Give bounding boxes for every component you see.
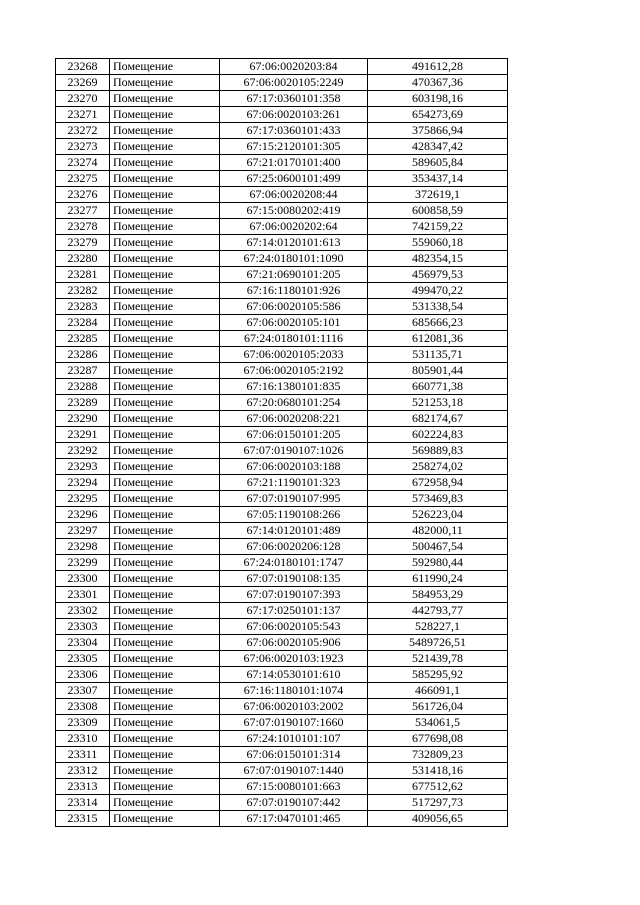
object-type-cell: Помещение [110, 683, 220, 699]
cadastral-number-cell: 67:16:1380101:835 [220, 379, 368, 395]
cadastral-number-cell: 67:07:0190107:1026 [220, 443, 368, 459]
cadastral-value-cell: 559060,18 [368, 235, 508, 251]
cadastral-number-cell: 67:06:0020105:543 [220, 619, 368, 635]
table-row [56, 395, 508, 411]
cadastral-number-cell: 67:17:0470101:465 [220, 811, 368, 827]
table-row [56, 315, 508, 331]
row-number-cell: 23282 [56, 283, 110, 299]
object-type-cell: Помещение [110, 219, 220, 235]
row-number-cell: 23304 [56, 635, 110, 651]
cadastral-number-cell: 67:06:0020208:221 [220, 411, 368, 427]
object-type-cell: Помещение [110, 603, 220, 619]
table-row [56, 507, 508, 523]
cadastral-number-cell: 67:06:0020105:586 [220, 299, 368, 315]
object-type-cell: Помещение [110, 283, 220, 299]
object-type-cell: Помещение [110, 251, 220, 267]
cadastral-number-cell: 67:17:0360101:358 [220, 91, 368, 107]
row-number-cell: 23277 [56, 203, 110, 219]
table-row [56, 491, 508, 507]
cadastral-number-cell: 67:06:0020208:44 [220, 187, 368, 203]
object-type-cell: Помещение [110, 107, 220, 123]
object-type-cell: Помещение [110, 699, 220, 715]
cadastral-number-cell: 67:06:0020105:906 [220, 635, 368, 651]
table-row [56, 139, 508, 155]
object-type-cell: Помещение [110, 347, 220, 363]
cadastral-number-cell: 67:14:0120101:489 [220, 523, 368, 539]
row-number-cell: 23313 [56, 779, 110, 795]
cadastral-value-cell: 466091,1 [368, 683, 508, 699]
table-row [56, 795, 508, 811]
object-type-cell: Помещение [110, 139, 220, 155]
row-number-cell: 23290 [56, 411, 110, 427]
table-row [56, 363, 508, 379]
cadastral-number-cell: 67:06:0020105:2249 [220, 75, 368, 91]
row-number-cell: 23293 [56, 459, 110, 475]
table-row [56, 603, 508, 619]
row-number-cell: 23296 [56, 507, 110, 523]
object-type-cell: Помещение [110, 523, 220, 539]
cadastral-number-cell: 67:24:0180101:1090 [220, 251, 368, 267]
table-row [56, 379, 508, 395]
object-type-cell: Помещение [110, 795, 220, 811]
cadastral-value-cell: 491612,28 [368, 59, 508, 75]
cadastral-number-cell: 67:24:0180101:1747 [220, 555, 368, 571]
cadastral-number-cell: 67:06:0020105:2033 [220, 347, 368, 363]
object-type-cell: Помещение [110, 747, 220, 763]
table-row [56, 219, 508, 235]
cadastral-value-cell: 353437,14 [368, 171, 508, 187]
object-type-cell: Помещение [110, 299, 220, 315]
object-type-cell: Помещение [110, 203, 220, 219]
cadastral-value-cell: 375866,94 [368, 123, 508, 139]
row-number-cell: 23279 [56, 235, 110, 251]
table-row [56, 731, 508, 747]
object-type-cell: Помещение [110, 187, 220, 203]
cadastral-value-table [55, 58, 508, 827]
cadastral-number-cell: 67:15:0080101:663 [220, 779, 368, 795]
row-number-cell: 23301 [56, 587, 110, 603]
cadastral-number-cell: 67:06:0020103:1923 [220, 651, 368, 667]
object-type-cell: Помещение [110, 475, 220, 491]
object-type-cell: Помещение [110, 411, 220, 427]
object-type-cell: Помещение [110, 395, 220, 411]
cadastral-value-cell: 654273,69 [368, 107, 508, 123]
cadastral-number-cell: 67:21:1190101:323 [220, 475, 368, 491]
cadastral-number-cell: 67:17:0250101:137 [220, 603, 368, 619]
row-number-cell: 23309 [56, 715, 110, 731]
cadastral-value-cell: 589605,84 [368, 155, 508, 171]
table-row [56, 539, 508, 555]
object-type-cell: Помещение [110, 123, 220, 139]
object-type-cell: Помещение [110, 619, 220, 635]
cadastral-value-cell: 682174,67 [368, 411, 508, 427]
row-number-cell: 23307 [56, 683, 110, 699]
object-type-cell: Помещение [110, 459, 220, 475]
cadastral-value-cell: 603198,16 [368, 91, 508, 107]
row-number-cell: 23289 [56, 395, 110, 411]
table-row [56, 683, 508, 699]
object-type-cell: Помещение [110, 235, 220, 251]
row-number-cell: 23274 [56, 155, 110, 171]
cadastral-value-cell: 592980,44 [368, 555, 508, 571]
object-type-cell: Помещение [110, 763, 220, 779]
row-number-cell: 23285 [56, 331, 110, 347]
object-type-cell: Помещение [110, 651, 220, 667]
cadastral-number-cell: 67:25:0600101:499 [220, 171, 368, 187]
table-row [56, 475, 508, 491]
cadastral-value-cell: 602224,83 [368, 427, 508, 443]
table-row [56, 171, 508, 187]
cadastral-number-cell: 67:06:0020103:2002 [220, 699, 368, 715]
object-type-cell: Помещение [110, 91, 220, 107]
cadastral-value-cell: 569889,83 [368, 443, 508, 459]
cadastral-number-cell: 67:17:0360101:433 [220, 123, 368, 139]
row-number-cell: 23310 [56, 731, 110, 747]
table-row [56, 459, 508, 475]
object-type-cell: Помещение [110, 507, 220, 523]
row-number-cell: 23306 [56, 667, 110, 683]
cadastral-value-cell: 612081,36 [368, 331, 508, 347]
object-type-cell: Помещение [110, 443, 220, 459]
cadastral-number-cell: 67:06:0020105:101 [220, 315, 368, 331]
cadastral-value-cell: 442793,77 [368, 603, 508, 619]
cadastral-number-cell: 67:07:0190107:1440 [220, 763, 368, 779]
object-type-cell: Помещение [110, 331, 220, 347]
table-row [56, 571, 508, 587]
cadastral-value-cell: 585295,92 [368, 667, 508, 683]
table-row [56, 411, 508, 427]
row-number-cell: 23300 [56, 571, 110, 587]
cadastral-value-cell: 521439,78 [368, 651, 508, 667]
table-row [56, 155, 508, 171]
row-number-cell: 23276 [56, 187, 110, 203]
table-row [56, 619, 508, 635]
object-type-cell: Помещение [110, 779, 220, 795]
cadastral-number-cell: 67:07:0190107:442 [220, 795, 368, 811]
table-row [56, 427, 508, 443]
table-row [56, 763, 508, 779]
row-number-cell: 23269 [56, 75, 110, 91]
row-number-cell: 23278 [56, 219, 110, 235]
table-row [56, 235, 508, 251]
cadastral-value-cell: 742159,22 [368, 219, 508, 235]
object-type-cell: Помещение [110, 315, 220, 331]
table-row [56, 587, 508, 603]
cadastral-number-cell: 67:21:0690101:205 [220, 267, 368, 283]
row-number-cell: 23273 [56, 139, 110, 155]
row-number-cell: 23312 [56, 763, 110, 779]
cadastral-value-cell: 611990,24 [368, 571, 508, 587]
cadastral-number-cell: 67:14:0530101:610 [220, 667, 368, 683]
row-number-cell: 23298 [56, 539, 110, 555]
cadastral-number-cell: 67:06:0020202:64 [220, 219, 368, 235]
cadastral-value-cell: 531418,16 [368, 763, 508, 779]
object-type-cell: Помещение [110, 555, 220, 571]
cadastral-value-cell: 685666,23 [368, 315, 508, 331]
table-row [56, 203, 508, 219]
cadastral-number-cell: 67:14:0120101:613 [220, 235, 368, 251]
table-row [56, 187, 508, 203]
row-number-cell: 23275 [56, 171, 110, 187]
table-row [56, 59, 508, 75]
cadastral-value-cell: 573469,83 [368, 491, 508, 507]
object-type-cell: Помещение [110, 379, 220, 395]
cadastral-number-cell: 67:06:0020203:84 [220, 59, 368, 75]
cadastral-number-cell: 67:06:0150101:314 [220, 747, 368, 763]
cadastral-number-cell: 67:06:0150101:205 [220, 427, 368, 443]
table-row [56, 331, 508, 347]
object-type-cell: Помещение [110, 427, 220, 443]
object-type-cell: Помещение [110, 667, 220, 683]
cadastral-value-cell: 584953,29 [368, 587, 508, 603]
row-number-cell: 23303 [56, 619, 110, 635]
cadastral-number-cell: 67:24:1010101:107 [220, 731, 368, 747]
cadastral-value-cell: 470367,36 [368, 75, 508, 91]
row-number-cell: 23314 [56, 795, 110, 811]
cadastral-value-cell: 5489726,51 [368, 635, 508, 651]
cadastral-number-cell: 67:05:1190108:266 [220, 507, 368, 523]
cadastral-number-cell: 67:16:1180101:1074 [220, 683, 368, 699]
object-type-cell: Помещение [110, 59, 220, 75]
object-type-cell: Помещение [110, 75, 220, 91]
table-row [56, 523, 508, 539]
table-row [56, 667, 508, 683]
row-number-cell: 23287 [56, 363, 110, 379]
cadastral-value-cell: 805901,44 [368, 363, 508, 379]
cadastral-number-cell: 67:15:0080202:419 [220, 203, 368, 219]
table-row [56, 91, 508, 107]
cadastral-value-cell: 534061,5 [368, 715, 508, 731]
cadastral-number-cell: 67:16:1180101:926 [220, 283, 368, 299]
row-number-cell: 23305 [56, 651, 110, 667]
table-row [56, 251, 508, 267]
cadastral-value-cell: 672958,94 [368, 475, 508, 491]
object-type-cell: Помещение [110, 811, 220, 827]
cadastral-value-cell: 600858,59 [368, 203, 508, 219]
cadastral-value-cell: 500467,54 [368, 539, 508, 555]
table-row [56, 299, 508, 315]
table-row [56, 811, 508, 827]
row-number-cell: 23284 [56, 315, 110, 331]
cadastral-number-cell: 67:20:0680101:254 [220, 395, 368, 411]
row-number-cell: 23270 [56, 91, 110, 107]
cadastral-number-cell: 67:07:0190107:995 [220, 491, 368, 507]
row-number-cell: 23302 [56, 603, 110, 619]
table-row [56, 123, 508, 139]
cadastral-number-cell: 67:24:0180101:1116 [220, 331, 368, 347]
table-row [56, 267, 508, 283]
cadastral-value-cell: 517297,73 [368, 795, 508, 811]
table-body [56, 59, 508, 827]
cadastral-value-cell: 372619,1 [368, 187, 508, 203]
table-row [56, 555, 508, 571]
cadastral-number-cell: 67:07:0190107:1660 [220, 715, 368, 731]
cadastral-value-cell: 531338,54 [368, 299, 508, 315]
row-number-cell: 23295 [56, 491, 110, 507]
object-type-cell: Помещение [110, 363, 220, 379]
cadastral-value-cell: 528227,1 [368, 619, 508, 635]
table-row [56, 283, 508, 299]
cadastral-value-cell: 660771,38 [368, 379, 508, 395]
row-number-cell: 23268 [56, 59, 110, 75]
cadastral-number-cell: 67:06:0020105:2192 [220, 363, 368, 379]
row-number-cell: 23292 [56, 443, 110, 459]
row-number-cell: 23281 [56, 267, 110, 283]
cadastral-value-cell: 732809,23 [368, 747, 508, 763]
cadastral-value-cell: 677512,62 [368, 779, 508, 795]
cadastral-number-cell: 67:07:0190108:135 [220, 571, 368, 587]
row-number-cell: 23299 [56, 555, 110, 571]
object-type-cell: Помещение [110, 587, 220, 603]
row-number-cell: 23315 [56, 811, 110, 827]
cadastral-value-cell: 677698,08 [368, 731, 508, 747]
cadastral-value-cell: 482354,15 [368, 251, 508, 267]
row-number-cell: 23286 [56, 347, 110, 363]
row-number-cell: 23280 [56, 251, 110, 267]
table-row [56, 747, 508, 763]
cadastral-number-cell: 67:15:2120101:305 [220, 139, 368, 155]
object-type-cell: Помещение [110, 731, 220, 747]
row-number-cell: 23294 [56, 475, 110, 491]
table-row [56, 779, 508, 795]
object-type-cell: Помещение [110, 715, 220, 731]
table-row [56, 715, 508, 731]
cadastral-value-cell: 409056,65 [368, 811, 508, 827]
object-type-cell: Помещение [110, 635, 220, 651]
cadastral-value-cell: 258274,02 [368, 459, 508, 475]
table-row [56, 651, 508, 667]
cadastral-value-cell: 428347,42 [368, 139, 508, 155]
object-type-cell: Помещение [110, 267, 220, 283]
cadastral-value-cell: 531135,71 [368, 347, 508, 363]
table-row [56, 635, 508, 651]
row-number-cell: 23271 [56, 107, 110, 123]
table-row [56, 699, 508, 715]
object-type-cell: Помещение [110, 155, 220, 171]
cadastral-number-cell: 67:06:0020206:128 [220, 539, 368, 555]
table-row [56, 107, 508, 123]
cadastral-number-cell: 67:06:0020103:261 [220, 107, 368, 123]
object-type-cell: Помещение [110, 491, 220, 507]
table-row [56, 75, 508, 91]
row-number-cell: 23291 [56, 427, 110, 443]
cadastral-value-cell: 526223,04 [368, 507, 508, 523]
row-number-cell: 23308 [56, 699, 110, 715]
cadastral-value-cell: 456979,53 [368, 267, 508, 283]
cadastral-value-cell: 499470,22 [368, 283, 508, 299]
table-row [56, 347, 508, 363]
object-type-cell: Помещение [110, 171, 220, 187]
row-number-cell: 23288 [56, 379, 110, 395]
cadastral-number-cell: 67:21:0170101:400 [220, 155, 368, 171]
cadastral-number-cell: 67:06:0020103:188 [220, 459, 368, 475]
cadastral-value-cell: 482000,11 [368, 523, 508, 539]
row-number-cell: 23311 [56, 747, 110, 763]
cadastral-value-cell: 561726,04 [368, 699, 508, 715]
table-row [56, 443, 508, 459]
row-number-cell: 23283 [56, 299, 110, 315]
cadastral-number-cell: 67:07:0190107:393 [220, 587, 368, 603]
object-type-cell: Помещение [110, 539, 220, 555]
cadastral-value-cell: 521253,18 [368, 395, 508, 411]
row-number-cell: 23272 [56, 123, 110, 139]
object-type-cell: Помещение [110, 571, 220, 587]
row-number-cell: 23297 [56, 523, 110, 539]
